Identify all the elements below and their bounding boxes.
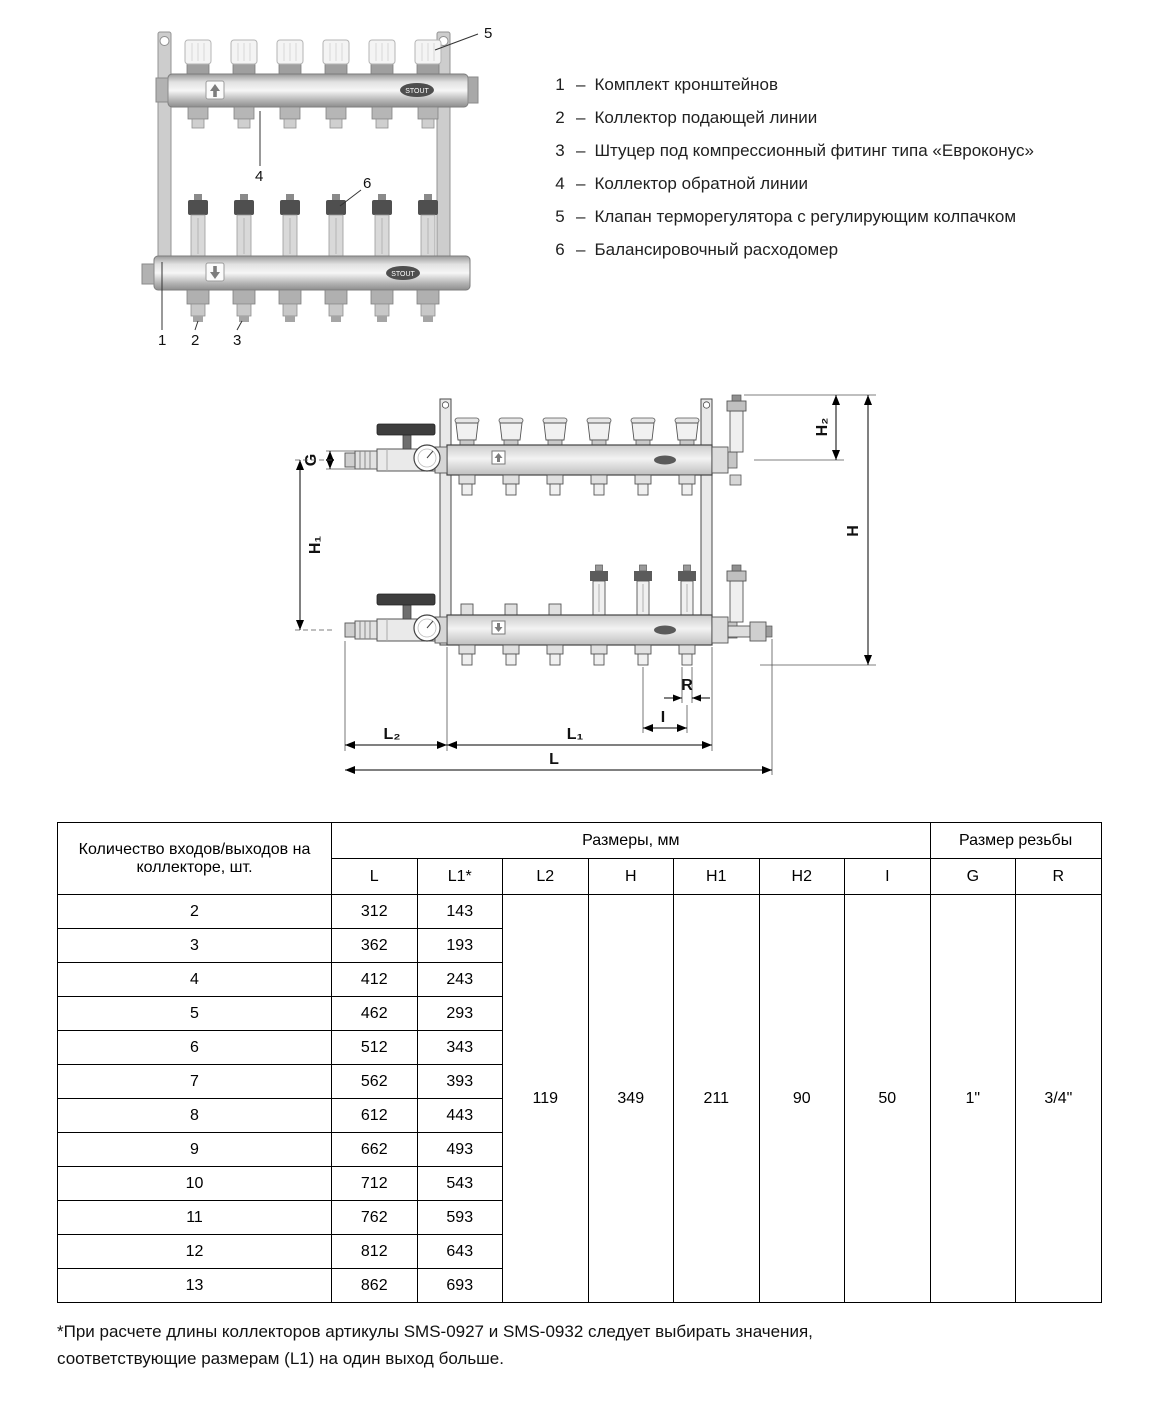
cell-L1: 193 — [417, 929, 503, 963]
stout-logo — [386, 266, 420, 280]
thermo-valve-cap — [543, 418, 567, 445]
cell-count: 6 — [58, 1031, 332, 1065]
footnote — [57, 1318, 813, 1372]
footnote-line-2: соответствующие размерам (L1) на один выход больше. — [57, 1349, 504, 1368]
euroconus-fitting — [279, 290, 301, 322]
end-valve — [730, 475, 741, 485]
euroconus-fitting — [188, 107, 208, 128]
cell-count: 9 — [58, 1133, 332, 1167]
flow-meter — [418, 194, 438, 256]
thermo-valve-cap — [587, 418, 611, 445]
dimension-drawing — [282, 383, 892, 783]
cell-L: 612 — [332, 1099, 418, 1133]
legend-dash: – — [576, 207, 586, 226]
cell-count: 11 — [58, 1201, 332, 1235]
cell-L1: 543 — [417, 1167, 503, 1201]
euroconus-fitting — [679, 645, 695, 665]
dim-label-R: R — [681, 677, 693, 694]
cell-count: 10 — [58, 1167, 332, 1201]
legend-item-number: 3 — [555, 141, 565, 160]
bracket-rail-left — [440, 399, 451, 645]
legend-item — [553, 74, 1034, 96]
cell-count: 7 — [58, 1065, 332, 1099]
spec-table — [57, 822, 1102, 1303]
legend-item — [553, 206, 1034, 228]
cell-count: 8 — [58, 1099, 332, 1133]
cell-R-merged: 3/4" — [1016, 895, 1102, 1303]
euroconus-fitting — [459, 475, 475, 495]
flow-meter — [678, 565, 696, 615]
cell-G-merged: 1" — [930, 895, 1016, 1303]
euroconus-fitting — [418, 107, 438, 128]
cell-L1: 243 — [417, 963, 503, 997]
thermo-valve-cap — [455, 418, 479, 445]
ball-valve-gauge — [345, 424, 447, 473]
legend-item-number: 5 — [555, 207, 565, 226]
dim-label-G: G — [303, 453, 321, 467]
legend-item-text: Комплект кронштейнов — [594, 75, 779, 94]
cell-L1: 493 — [417, 1133, 503, 1167]
column-header-L1: L1* — [417, 859, 503, 895]
legend-item-text: Штуцер под компрессионный фитинг типа «Евроконус» — [594, 141, 1034, 160]
legend-list — [553, 74, 1034, 272]
euroconus-fitting — [503, 475, 519, 495]
plug — [505, 604, 517, 615]
callout-6: 6 — [363, 175, 372, 192]
euroconus-fitting — [280, 107, 300, 128]
header-sizes: Размеры, мм — [332, 823, 931, 859]
euroconus-fitting — [371, 290, 393, 322]
column-header-H1: H1 — [674, 859, 760, 895]
bracket-left — [158, 32, 171, 260]
cell-L1: 343 — [417, 1031, 503, 1065]
cell-L: 762 — [332, 1201, 418, 1235]
cell-count: 13 — [58, 1269, 332, 1303]
cell-L: 812 — [332, 1235, 418, 1269]
euroconus-fitting — [679, 475, 695, 495]
stout-logo — [400, 83, 434, 97]
flow-meter — [590, 565, 608, 615]
euroconus-fitting — [234, 107, 254, 128]
cell-count: 12 — [58, 1235, 332, 1269]
cell-L: 312 — [332, 895, 418, 929]
legend-dash: – — [576, 108, 586, 127]
stout-logo-text: STOUT — [391, 271, 415, 278]
dim-label-L1: L₁ — [566, 726, 584, 743]
table-row — [58, 895, 1102, 929]
spec-table-wrap — [57, 822, 1102, 1303]
legend-item — [553, 239, 1034, 261]
cell-H1-merged: 211 — [674, 895, 760, 1303]
ball-valve-gauge — [345, 594, 447, 643]
legend-dash: – — [576, 141, 586, 160]
dim-label-I: I — [660, 709, 666, 726]
header-thread: Размер резьбы — [930, 823, 1101, 859]
euroconus-fitting — [503, 645, 519, 665]
bracket-rail-right — [701, 399, 712, 645]
thermo-valve-cap — [369, 40, 395, 74]
euroconus-fitting — [459, 645, 475, 665]
legend-dash: – — [576, 240, 586, 259]
euroconus-fitting — [233, 290, 255, 322]
euroconus-fitting — [417, 290, 439, 322]
legend-item-text: Балансировочный расходомер — [594, 240, 839, 259]
callout-line — [237, 321, 242, 330]
cell-L1: 443 — [417, 1099, 503, 1133]
cell-L: 412 — [332, 963, 418, 997]
column-header-R: R — [1016, 859, 1102, 895]
euroconus-fitting — [591, 645, 607, 665]
euroconus-fitting — [372, 107, 392, 128]
thermo-valve-cap — [231, 40, 257, 74]
column-header-I: I — [845, 859, 931, 895]
legend-item-text: Коллектор подающей линии — [594, 108, 818, 127]
column-header-L2: L2 — [503, 859, 589, 895]
callout-line — [340, 190, 361, 206]
legend-dash: – — [576, 174, 586, 193]
cell-L: 362 — [332, 929, 418, 963]
callout-2: 2 — [191, 332, 200, 349]
cell-count: 5 — [58, 997, 332, 1031]
cell-L: 712 — [332, 1167, 418, 1201]
flow-meter — [634, 565, 652, 615]
legend-item-number: 6 — [555, 240, 565, 259]
euroconus-fitting — [635, 475, 651, 495]
air-vent — [712, 395, 746, 473]
cell-L1: 643 — [417, 1235, 503, 1269]
dim-label-H1: H₁ — [307, 535, 325, 555]
callout-line — [195, 321, 198, 330]
stout-logo — [654, 456, 676, 465]
supply-manifold-drawing — [345, 395, 746, 495]
plug — [549, 604, 561, 615]
legend-item-number: 2 — [555, 108, 565, 127]
cell-H-merged: 349 — [588, 895, 674, 1303]
cell-count: 3 — [58, 929, 332, 963]
thermo-valve-cap — [675, 418, 699, 445]
dimension-L1 — [447, 647, 712, 751]
cell-count: 2 — [58, 895, 332, 929]
legend-item — [553, 173, 1034, 195]
thermo-valve-cap — [499, 418, 523, 445]
cell-L1: 693 — [417, 1269, 503, 1303]
flow-meter — [372, 194, 392, 256]
euroconus-fitting — [187, 290, 209, 322]
thermo-valve-cap — [631, 418, 655, 445]
euroconus-fitting — [325, 290, 347, 322]
column-header-L: L — [332, 859, 418, 895]
dimension-R — [664, 667, 710, 703]
euroconus-fitting — [591, 475, 607, 495]
cell-L: 562 — [332, 1065, 418, 1099]
thermo-valve-cap — [323, 40, 349, 74]
legend-item-text: Коллектор обратной линии — [594, 174, 808, 193]
callout-3: 3 — [233, 332, 242, 349]
thermo-valve-cap — [415, 40, 441, 74]
supply-manifold — [156, 40, 478, 128]
legend-item — [553, 107, 1034, 129]
cell-L1: 393 — [417, 1065, 503, 1099]
thermo-valve-cap — [185, 40, 211, 74]
cell-L2-merged: 119 — [503, 895, 589, 1303]
dim-label-H2: H₂ — [814, 417, 832, 437]
callout-5: 5 — [484, 25, 493, 42]
flow-arrow-badge — [206, 81, 224, 99]
thermo-valve-cap — [277, 40, 303, 74]
stout-logo — [654, 626, 676, 635]
cell-L: 512 — [332, 1031, 418, 1065]
euroconus-fitting — [547, 475, 563, 495]
legend-item-text: Клапан терморегулятора с регулирующим колпачком — [594, 207, 1017, 226]
plug — [461, 604, 473, 615]
legend-item-number: 4 — [555, 174, 565, 193]
flow-meter — [280, 194, 300, 256]
callout-1: 1 — [158, 332, 167, 349]
cell-L: 862 — [332, 1269, 418, 1303]
euroconus-fitting — [326, 107, 346, 128]
cell-count: 4 — [58, 963, 332, 997]
cell-L1: 593 — [417, 1201, 503, 1235]
flow-arrow-badge — [206, 263, 224, 281]
euroconus-fitting — [547, 645, 563, 665]
dimension-H2 — [744, 395, 876, 460]
flow-meter — [234, 194, 254, 256]
dim-label-L2: L₂ — [383, 726, 401, 743]
header-quantity: Количество входов/выходов на коллекторе, шт. — [58, 823, 332, 895]
product-photo — [140, 18, 505, 353]
stout-logo-text: STOUT — [405, 88, 429, 95]
column-header-H: H — [588, 859, 674, 895]
legend-item-number: 1 — [555, 75, 565, 94]
dimension-H1 — [294, 460, 332, 630]
return-manifold — [142, 194, 470, 322]
table-header-row — [58, 823, 1102, 859]
cell-H2-merged: 90 — [759, 895, 845, 1303]
dim-label-L: L — [549, 751, 559, 768]
column-header-H2: H2 — [759, 859, 845, 895]
legend-dash: – — [576, 75, 586, 94]
flow-meter — [188, 194, 208, 256]
cell-L1: 143 — [417, 895, 503, 929]
cell-L: 462 — [332, 997, 418, 1031]
cell-L1: 293 — [417, 997, 503, 1031]
legend-item — [553, 140, 1034, 162]
dimension-L2 — [345, 641, 447, 751]
cell-I-merged: 50 — [845, 895, 931, 1303]
callout-4: 4 — [255, 168, 264, 185]
cell-L: 662 — [332, 1133, 418, 1167]
dim-label-H: H — [845, 525, 863, 537]
euroconus-fitting — [635, 645, 651, 665]
footnote-line-1: *При расчете длины коллекторов артикулы SMS-0927 и SMS-0932 следует выбирать значения, — [57, 1322, 813, 1341]
column-header-G: G — [930, 859, 1016, 895]
